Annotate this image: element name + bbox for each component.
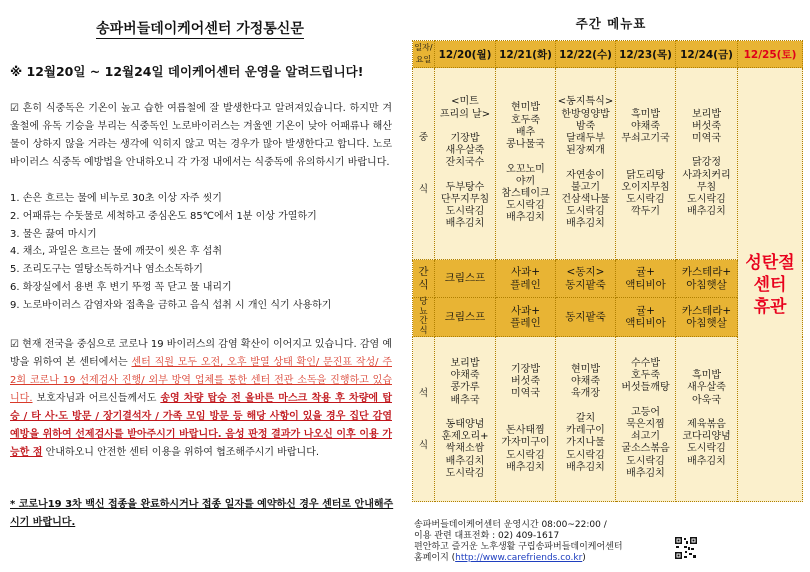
prevention-list: [10, 190, 394, 315]
menu-cell: 귤+ 액티비아: [616, 260, 676, 298]
contact-phone: 이용 관련 대표전화 : 02) 409-1617: [414, 531, 560, 541]
menu-cell: 현미밥 호두죽 배추 콩나물국 오꼬노미 야끼 참스테이크 도시락김 배추김치: [496, 68, 556, 260]
newsletter-panel: [6, 0, 394, 572]
menu-cell: <동지> 동지팥죽: [556, 260, 616, 298]
list-item: 2. 어패류는 수돗물로 세척하고 중심온도 85℃에서 1분 이상 가열하기: [10, 210, 317, 222]
holiday-notice: 성탄절 센터 휴관: [738, 68, 803, 502]
menu-cell: <동지특식> 한방영양밥 밤죽 달래두부 된장찌개 자연송이 불고기 건삼색나물 도시락김 배추김치: [556, 68, 616, 260]
qr-code-icon: [674, 536, 698, 560]
date-weekday-header: 일자/ 요일: [413, 41, 435, 68]
list-item: 4. 채소, 과일은 흐르는 물에 깨끗이 씻은 후 섭취: [10, 246, 223, 258]
menu-cell: <미트 프리의 날> 기장밥 새우살죽 잔치국수 두부탕수 단무지무침 도시락김 배추김치: [435, 68, 496, 260]
menu-cell: 크림스프: [435, 298, 496, 337]
menu-header-row: [413, 41, 803, 68]
menu-cell: 카스테라+ 아침햇살: [676, 298, 738, 337]
vaccine-note: * 코로나19 3차 백신 접종을 완료하시거나 접종 일자를 예약하신 경우 센터로 안내해주시기 바랍니다.: [10, 499, 394, 528]
menu-cell: 현미밥 야채죽 육개장 갈치 카레구이 가지나물 도시락김 배추김치: [556, 337, 616, 502]
menu-cell: 수수밥 호두죽 버섯들깨탕 고등어 묵은지찜 쇠고기 굴소스볶음 도시락김 배추김치: [616, 337, 676, 502]
menu-panel: [412, 0, 810, 572]
list-item: 1. 손은 흐르는 물에 비누로 30초 이상 자주 씻기: [10, 193, 222, 204]
lunch-row: [413, 68, 803, 260]
menu-cell: 보리밥 버섯죽 미역국 닭강정 사과치커리 무침 도시락김 배추김치: [676, 68, 738, 260]
center-slogan: 편안하고 즐거운 노후생활 구립송파버들데이케어센터: [414, 542, 623, 552]
dinner-label: 석 식: [413, 337, 435, 502]
menu-title: 주간 메뉴표: [575, 16, 647, 31]
menu-table: [412, 40, 803, 502]
center-footer: [414, 520, 809, 564]
day-header: 12/20(월): [435, 41, 496, 68]
list-item: 3. 물은 끓여 마시기: [10, 228, 97, 240]
list-item: 9. 노로바이러스 감염자와 접촉을 금하고 음식 섭취 시 개인 식기 사용하기: [10, 299, 332, 311]
menu-cell: 보리밥 야채죽 콩가루 배추국 동태양념 훈제오리+ 싹채소쌈 배추김치 도시락김: [435, 337, 496, 502]
list-item: 5. 조리도구는 열탕소독하거나 염소소독하기: [10, 264, 203, 276]
day-header-holiday: 12/25(토): [738, 41, 803, 68]
covid-paragraph: ☑ 현재 전국을 중심으로 코로나 19 바이러스의 감염 확산이 이어지고 있습니다. 감염 예방을 위하여 본 센터에서는 센터 직원 모두 오전, 오후 발열 상태 확인/ 문진표 작성/ 주 2회 코로나 19 선제검사 진행/ 외부 방역 업체를 통한 센터 전관 소독을 진행하고 있습니다. 보호자님과 어르신들께서도 송영 차량 탑승 전 올바른 마스크 착용 후 차량에 탑승 / 타 사·도 방문 / 장기결석자 / 가족 모임 방문 등 해당 사항이 있을 경우 집단 감염 예방을 위하여 선제검사를 받아주시기 바랍니다. 음성 판정 결과가 나오신 이후 이용 가능한 점 안내하오니 안전한 센터 이용을 위하여 협조해주시기 바랍니다.: [10, 339, 392, 458]
newsletter-title: 송파버들데이케어센터 가정통신문: [96, 21, 304, 37]
day-header: 12/22(수): [556, 41, 616, 68]
day-header: 12/21(화): [496, 41, 556, 68]
snack-label: 간 식: [413, 260, 435, 298]
menu-cell: 동지팥죽: [556, 298, 616, 337]
menu-cell: 귤+ 액티비아: [616, 298, 676, 337]
operating-hours: 송파버들데이케어센터 운영시간 08:00~22:00 /: [414, 520, 607, 530]
guardian-request-text: 송영 차량 탑승 전 올바른 마스크 착용 후 차량에 탑승 / 타 사·도 방문 / 장기결석자 / 가족 모임 방문 등 해당 사항이 있을 경우 집단 감염 예방을 위하여 선제검사를 받아주시기 바랍니다. 음성 판정 결과가 나오신 이후 이용 가능한 점: [10, 393, 392, 458]
menu-cell: 카스테라+ 아침햇살: [676, 260, 738, 298]
menu-cell: 크림스프: [435, 260, 496, 298]
day-header: 12/24(금): [676, 41, 738, 68]
lunch-label: 중 식: [413, 68, 435, 260]
diabetic-snack-label: 당 뇨 간 식: [413, 298, 435, 337]
staff-measures-text: 센터 직원 모두 오전, 오후 발열 상태 확인/ 문진표 작성/ 주 2회 코로나 19 선제검사 진행/ 외부 방역 업체를 통한 센터 전관 소독을 진행하고 있습니다.: [10, 357, 392, 404]
menu-cell: 사과+ 플레인: [496, 260, 556, 298]
menu-cell: 흑미밥 야채죽 무쇠고기국 닭도리탕 오이지무침 도시락김 깍두기: [616, 68, 676, 260]
homepage-line: 홈페이지 (http://www.carefriends.co.kr): [414, 553, 586, 563]
menu-cell: 사과+ 플레인: [496, 298, 556, 337]
menu-cell: 기장밥 버섯죽 미역국 돈사태찜 가자미구이 도시락김 배추김치: [496, 337, 556, 502]
list-item: 6. 화장실에서 용변 후 변기 뚜껑 꼭 닫고 물 내리기: [10, 281, 232, 293]
norovirus-paragraph: ☑ 흔히 식중독은 기온이 높고 습한 여름철에 잘 발생한다고 알려져있습니다. 하지만 겨울철에 유독 기승을 부리는 식중독인 노로바이러스는 겨울엔 기온이 낮아 어패류나 해산물이 상하지 않을 거라는 생각에 익히지 않고 먹는 경우가 많아 발생한다고 합니다. 노로바이러스 식중독 예방법을 안내하오니 각 가정 내에서는 식중독에 유의하시기 바랍니다.: [10, 103, 392, 168]
newsletter-headline: ※ 12월20일 ~ 12월24일 데이케어센터 운영을 알려드립니다!: [10, 64, 364, 79]
homepage-link[interactable]: http://www.carefriends.co.kr: [455, 553, 583, 563]
day-header: 12/23(목): [616, 41, 676, 68]
menu-cell: 흑미밥 새우살죽 아욱국 제육볶음 코다리양념 도시락김 배추김치: [676, 337, 738, 502]
